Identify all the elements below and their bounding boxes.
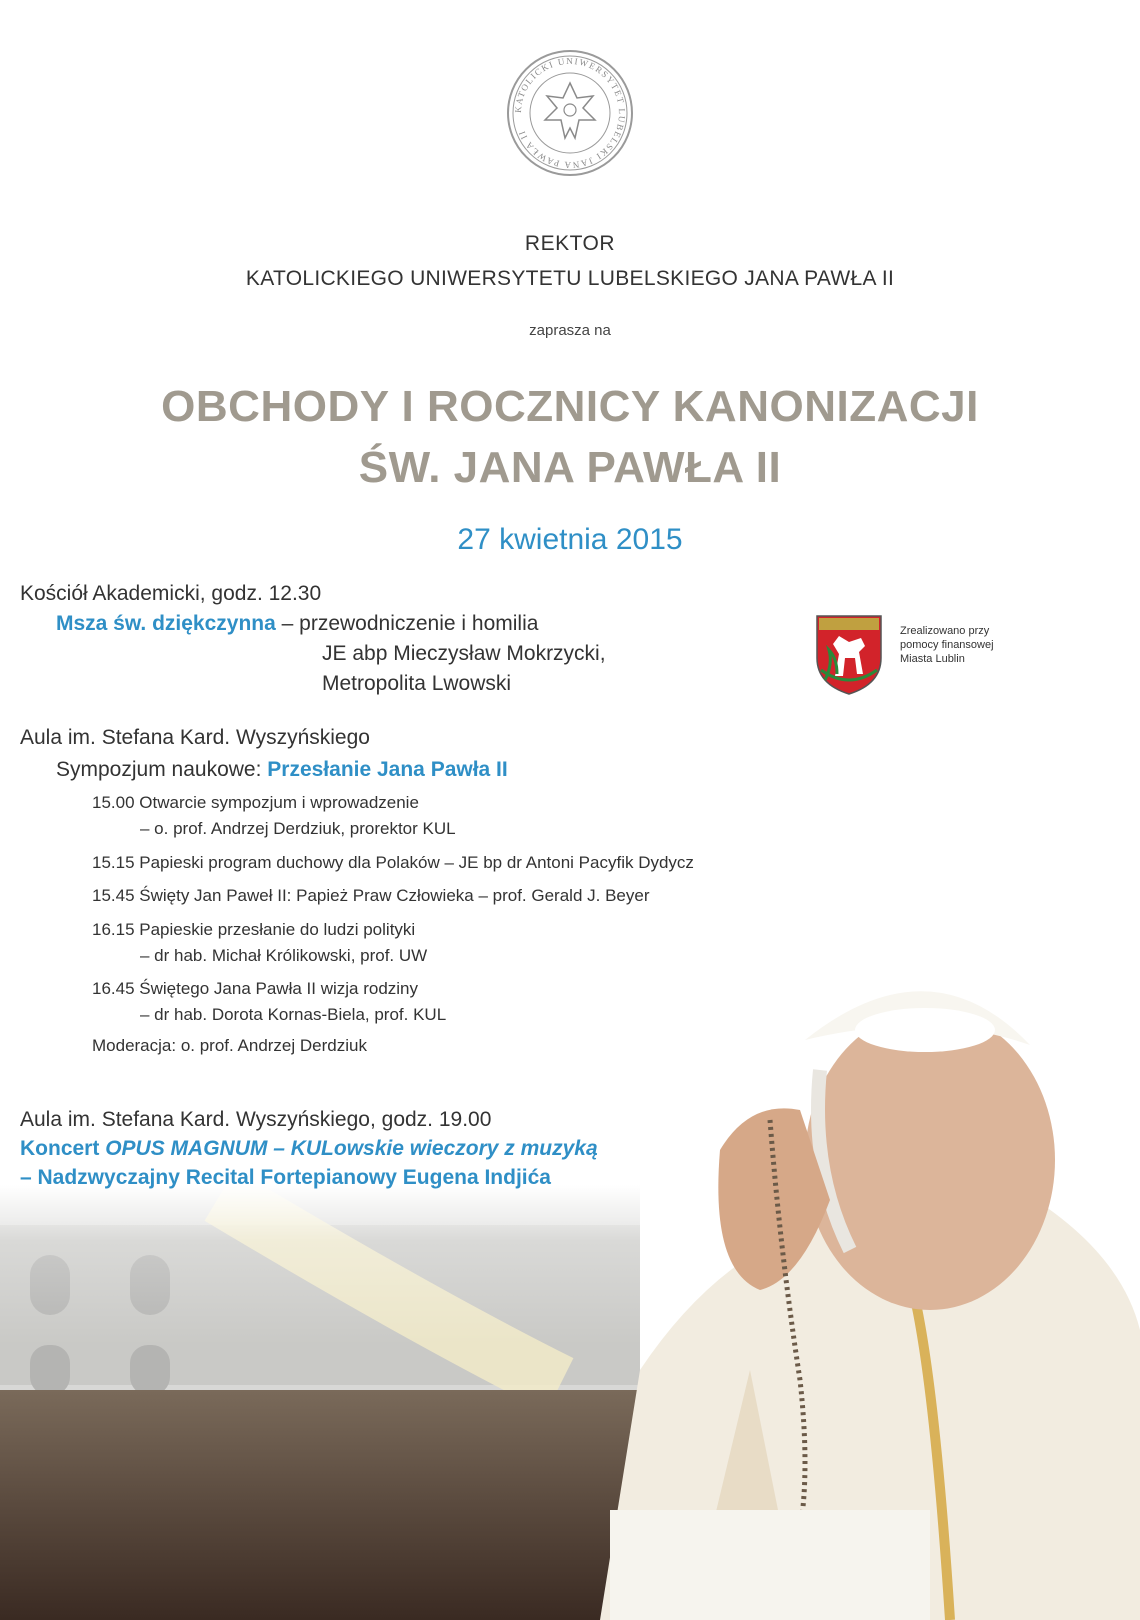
- section1-celebrant: JE abp Mieczysław Mokrzycki,: [322, 642, 606, 665]
- header-invites: zaprasza na: [529, 322, 611, 339]
- program-item-2: 15.15 Papieski program duchowy dla Polaków – JE bp dr Antoni Pacyfik Dydycz: [92, 853, 694, 872]
- section3-concert: [20, 1137, 598, 1161]
- program-item-4-speaker: – dr hab. Michał Królikowski, prof. UW: [140, 946, 428, 965]
- svg-text:KATOLICKI UNIWERSYTET LUBELSKI: KATOLICKI UNIWERSYTET LUBELSKI JANA PAWŁA II: [512, 55, 628, 171]
- pope-photo: [600, 950, 1140, 1620]
- program-item-4: 16.15 Papieskie przesłanie do ludzi polityki: [92, 920, 416, 939]
- sponsor-note: [900, 624, 1040, 666]
- program-item-1: 15.00 Otwarcie sympozjum i wprowadzenie: [92, 793, 419, 812]
- section3-concert-prefix: Koncert: [20, 1137, 106, 1160]
- section1-event-detail: – przewodniczenie i homilia: [275, 612, 539, 635]
- program-item-3: 15.45 Święty Jan Paweł II: Papież Praw Człowieka – prof. Gerald J. Beyer: [92, 886, 650, 905]
- section1-celebrant-title: Metropolita Lwowski: [322, 672, 512, 695]
- section1-event: [56, 612, 538, 636]
- sponsor-line3: Miasta Lublin: [900, 653, 965, 665]
- main-title-line2: ŚW. JANA PAWŁA II: [358, 443, 782, 492]
- program-item-5: 16.45 Świętego Jana Pawła II wizja rodziny: [92, 979, 419, 998]
- section1-place: Kościół Akademicki, godz. 12.30: [20, 582, 322, 605]
- sponsor-line1: Zrealizowano przy: [900, 625, 990, 637]
- section3-concert-title: OPUS MAGNUM – KULowskie wieczory z muzyką: [105, 1137, 598, 1160]
- section3-recital: – Nadzwyczajny Recital Fortepianowy Eugena Indjića: [20, 1166, 551, 1189]
- main-title-line1: OBCHODY I ROCZNICY KANONIZACJI: [161, 382, 979, 431]
- program-item-1-speaker: – o. prof. Andrzej Derdziuk, prorektor KUL: [140, 819, 456, 838]
- section2-place: Aula im. Stefana Kard. Wyszyńskiego: [20, 726, 370, 749]
- section2-symposium: [56, 758, 508, 782]
- section3-place: Aula im. Stefana Kard. Wyszyńskiego, godz. 19.00: [20, 1108, 492, 1131]
- header-rektor: REKTOR: [524, 232, 616, 255]
- moderation: Moderacja: o. prof. Andrzej Derdziuk: [92, 1036, 367, 1055]
- section2-label: Sympozjum naukowe:: [56, 758, 268, 781]
- program-item-5-speaker: – dr hab. Dorota Kornas-Biela, prof. KUL: [140, 1005, 447, 1024]
- lublin-crest-icon: [815, 614, 883, 696]
- section2-topic: Przesłanie Jana Pawła II: [267, 758, 508, 781]
- sponsor-line2: pomocy finansowej: [900, 639, 994, 651]
- event-date: 27 kwietnia 2015: [457, 523, 683, 556]
- section1-event-name: Msza św. dziękczynna: [56, 612, 276, 635]
- university-seal-icon: [505, 48, 635, 178]
- header-university: KATOLICKIEGO UNIWERSYTETU LUBELSKIEGO JANA PAWŁA II: [245, 267, 895, 290]
